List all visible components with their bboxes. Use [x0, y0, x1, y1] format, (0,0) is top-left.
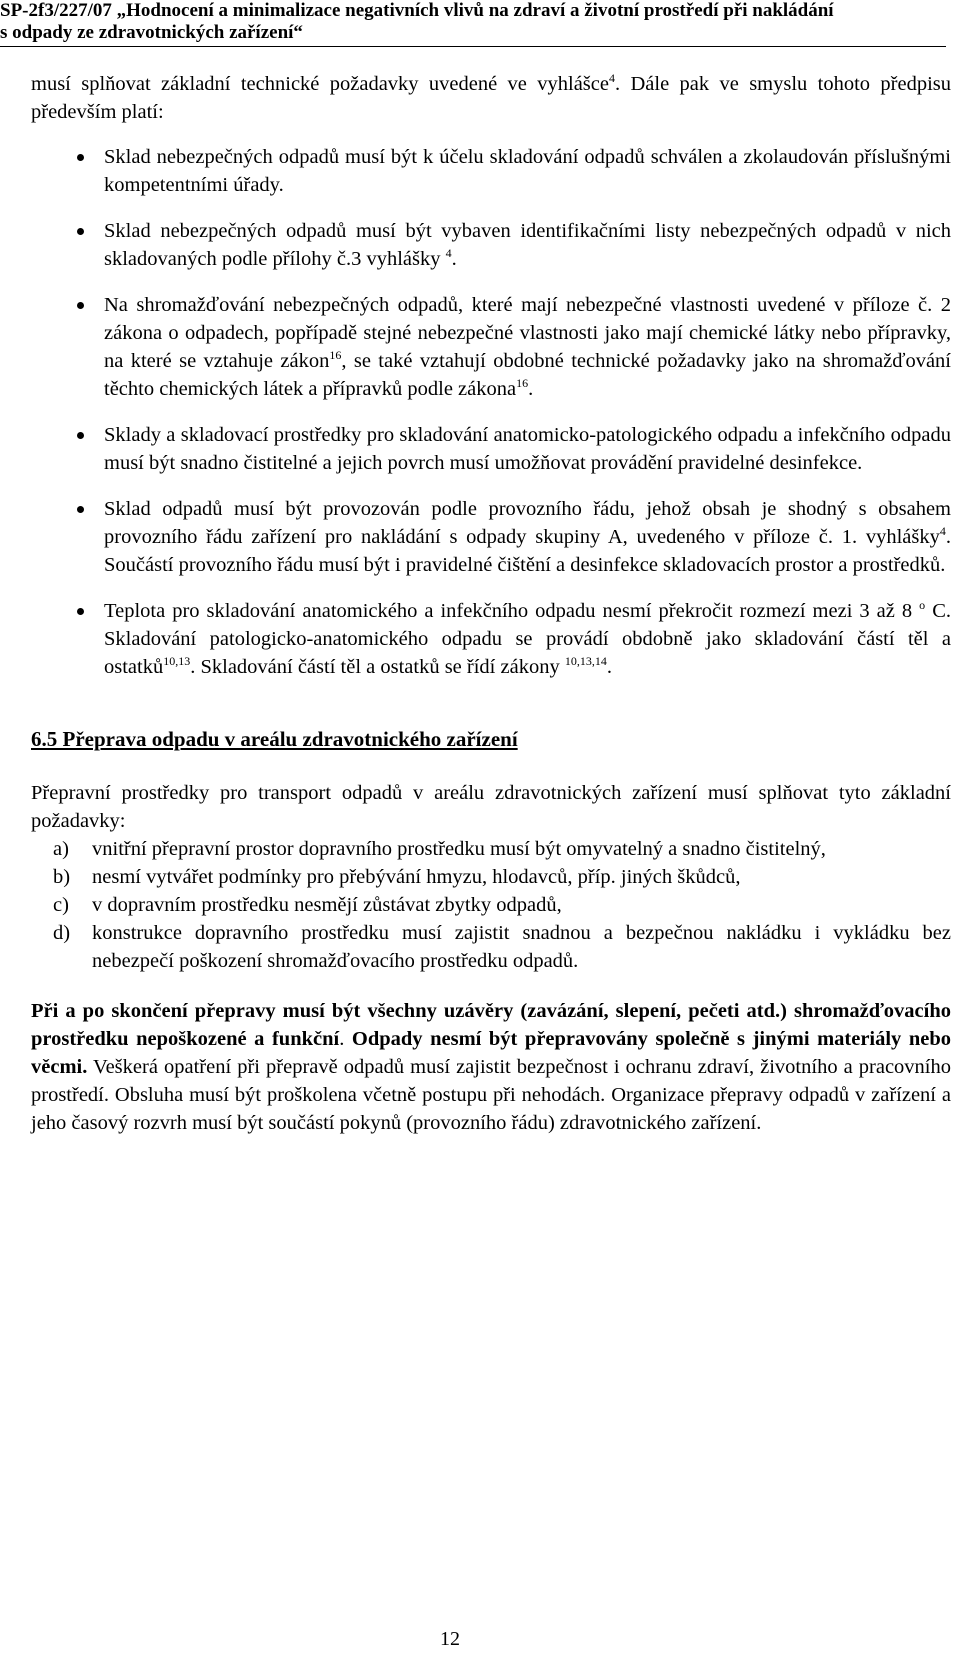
bullet-icon — [77, 608, 84, 615]
section-heading: 6.5 Přeprava odpadu v areálu zdravotnického zařízení — [31, 727, 518, 751]
final-paragraph: Při a po skončení přepravy musí být všechny uzávěry (zavázání, slepení, pečeti atd.) shromažďovacího prostředku nepoškozené a funkční. Odpady nesmí být přepravovány společně s jinými materiály nebo věcmi. Veškerá opatření při přepravě odpadů musí zajistit bezpečnost i ochranu zdraví, životního a pracovního prostředí. Obsluha musí být proškolena včetně postupu při nehodách. Organizace přepravy odpadů v zařízení a jeho časový rozvrh musí být součástí pokynů (provozního řádu) zdravotnického zařízení. — [31, 1000, 952, 1134]
bullet-icon — [77, 154, 84, 161]
header-line-1: SP-2f3/227/07 „Hodnocení a minimalizace negativních vlivů na zdraví a životní prostředí při nakládání — [0, 0, 834, 21]
list-item: Teplota pro skladování anatomického a infekčního odpadu nesmí překročit rozmezí mezi 3 až 8 $^o$ C. Skladování patologicko-anatomického odpadu se provádí obdobně jako skladování částí těl a ostatků$^{10,13}$. Skladování částí těl a ostatků se řídí zákony $^{10,13,14}$. — [31, 597, 951, 681]
document-body — [31, 70, 951, 1137]
list-item: Na shromažďování nebezpečných odpadů, které mají nebezpečné vlastnosti uvedené v příloze č. 2 zákona o odpadech, popřípadě stejné nebezpečné vlastnosti jako mají chemické látky nebo přípravky, na které se vztahuje zákon$^{16}$, se také vztahují obdobné technické požadavky jako na shromažďování těchto chemických látek a přípravků podle zákona$^{16}$. — [31, 291, 951, 403]
bullet-icon — [77, 228, 84, 235]
list-item: d) konstrukce dopravního prostředku musí zajistit snadnou a bezpečnou nakládku i vykládku bez nebezpečí poškození shromažďovacího prostředku odpadů. — [53, 922, 951, 972]
header-line-2: s odpady ze zdravotnických zařízení“ — [0, 22, 303, 43]
list-item: Sklad nebezpečných odpadů musí být k účelu skladování odpadů schválen a zkolaudován příslušnými kompetentními úřady. — [31, 143, 951, 199]
header-divider — [0, 46, 946, 47]
bullet-icon — [77, 302, 84, 309]
intro-paragraph: musí splňovat základní technické požadavky uvedené ve vyhlášce$^4$. Dále pak ve smyslu tohoto předpisu především platí: — [31, 71, 951, 123]
list-item: b) nesmí vytvářet podmínky pro přebývání hmyzu, hlodavců, příp. jiných škůdců, — [53, 866, 741, 888]
list-item: Sklad nebezpečných odpadů musí být vybaven identifikačními listy nebezpečných odpadů v nich skladovaných podle přílohy č.3 vyhlášky $^4$. — [31, 217, 951, 273]
section-lead: Přepravní prostředky pro transport odpadů v areálu zdravotnických zařízení musí splňovat tyto základní požadavky: — [31, 782, 951, 832]
list-item: c) v dopravním prostředku nesmějí zůstávat zbytky odpadů, — [53, 894, 562, 916]
list-item: Sklady a skladovací prostředky pro skladování anatomicko-patologického odpadu a infekčního odpadu musí být snadno čistitelné a jejich povrch musí umožňovat provádění pravidelné desinfekce. — [31, 421, 951, 477]
transport-requirements-list — [31, 835, 951, 975]
bullet-icon — [77, 432, 84, 439]
storage-requirements-list — [31, 143, 951, 681]
list-item: a) vnitřní přepravní prostor dopravního prostředku musí být omyvatelný a snadno čistitelný, — [53, 838, 826, 860]
list-item: Sklad odpadů musí být provozován podle provozního řádu, jehož obsah je shodný s obsahem provozního řádu zařízení pro nakládání s odpady skupiny A, uvedeného v příloze č. 1. vyhlášky$^4$. Součástí provozního řádu musí být i pravidelné čištění a desinfekce skladovacích prostor a prostředků. — [31, 495, 951, 579]
bullet-icon — [77, 506, 84, 513]
page-number: 12 — [440, 1628, 460, 1650]
